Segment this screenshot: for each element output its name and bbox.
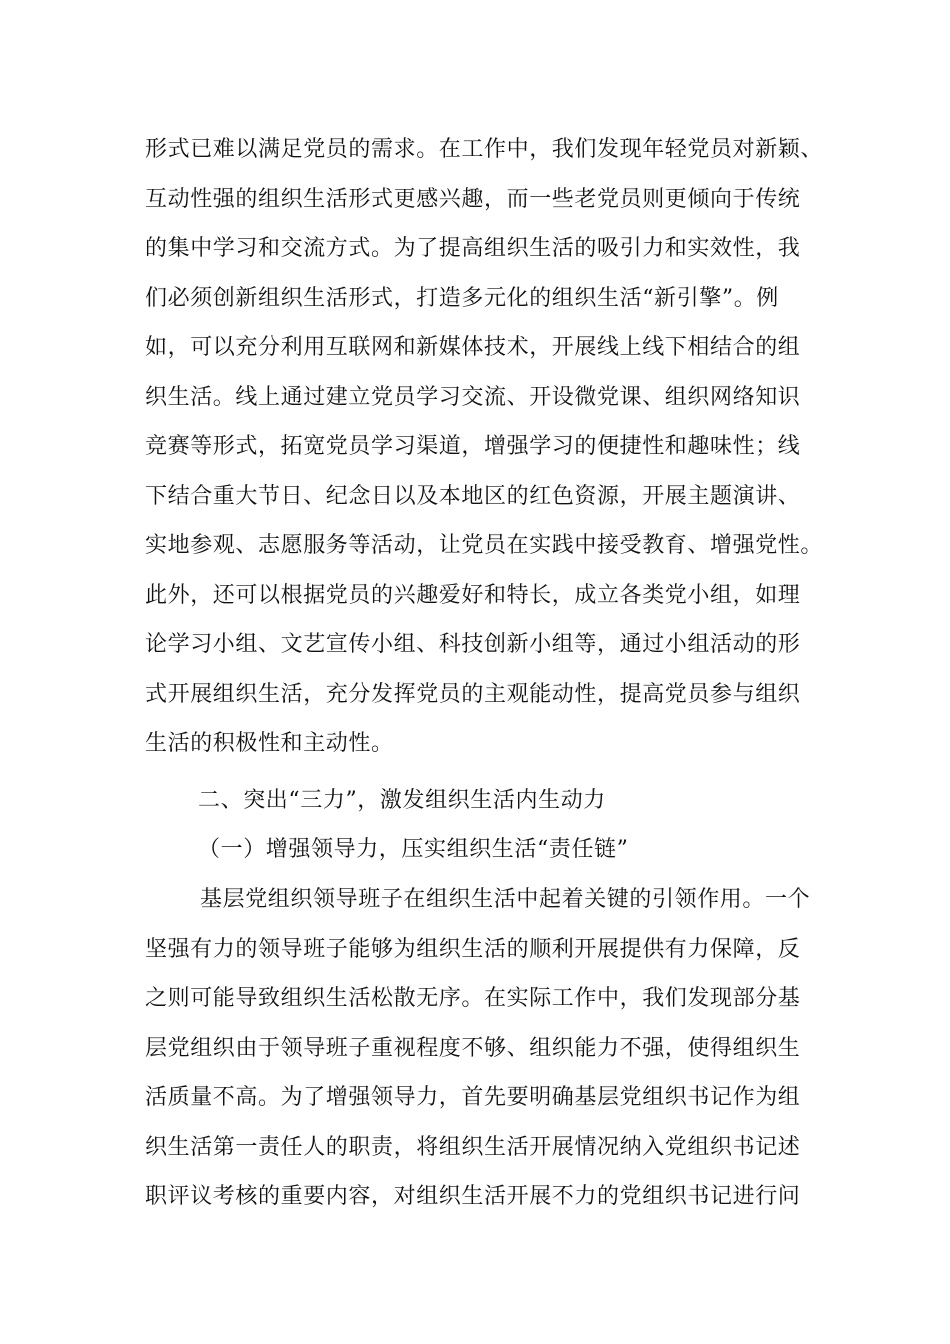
paragraph-line: 之则可能导致组织生活松散无序。在实际工作中，我们发现部分基 [145, 986, 801, 1011]
paragraph-line: 实地参观、志愿服务等活动，让党员在实践中接受教育、增强党性。 [145, 533, 824, 558]
subsection-heading-text: （一）增强领导力，压实组织生活“责任链” [198, 837, 629, 862]
paragraph-line: 此外，还可以根据党员的兴趣爱好和特长，成立各类党小组，如理 [145, 582, 801, 608]
paragraph-line: 竞赛等形式，拓宽党员学习渠道，增强学习的便捷性和趣味性；线 [145, 434, 801, 459]
paragraph-line: 生活的积极性和主动性。 [145, 731, 394, 756]
paragraph-line: 基层党组织领导班子在组织生活中起着关键的引领作用。一个 [200, 887, 811, 912]
body-paragraph [145, 875, 825, 1222]
paragraph-line: 互动性强的组织生活形式更感兴趣，而一些老党员则更倾向于传统 [145, 186, 801, 212]
paragraph-line: 的集中学习和交流方式。为了提高组织生活的吸引力和实效性，我 [145, 236, 801, 261]
paragraph-line: 们必须创新组织生活形式，打造多元化的组织生活“新引擎”。例 [145, 285, 779, 311]
paragraph-line: 形式已难以满足党员的需求。在工作中，我们发现年轻党员对新颖、 [145, 137, 824, 162]
paragraph-line: 式开展组织生活，充分发挥党员的主观能动性，提高党员参与组织 [145, 681, 801, 707]
subsection-heading [198, 825, 878, 875]
paragraph-line: 坚强有力的领导班子能够为组织生活的顺利开展提供有力保障，反 [145, 936, 801, 962]
paragraph-line: 活质量不高。为了增强领导力，首先要明确基层党组织书记作为组 [145, 1085, 801, 1110]
paragraph-line: 层党组织由于领导班子重视程度不够、组织能力不强，使得组织生 [145, 1035, 801, 1061]
paragraph-line: 如，可以充分利用互联网和新媒体技术，开展线上线下相结合的组 [145, 335, 801, 360]
section-heading-text: 二、突出“三力”，激发组织生活内生动力 [198, 788, 606, 813]
paragraph-line: 织生活。线上通过建立党员学习交流、开设微党课、组织网络知识 [145, 384, 801, 410]
paragraph-line: 下结合重大节日、纪念日以及本地区的红色资源，开展主题演讲、 [145, 483, 801, 509]
body-paragraph [145, 125, 825, 769]
paragraph-line: 职评议考核的重要内容，对组织生活开展不力的党组织书记进行问 [145, 1184, 801, 1209]
section-heading [198, 776, 878, 826]
paragraph-line: 论学习小组、文艺宣传小组、科技创新小组等，通过小组活动的形 [145, 632, 801, 657]
paragraph-line: 织生活第一责任人的职责，将组织生活开展情况纳入党组织书记述 [145, 1134, 801, 1160]
